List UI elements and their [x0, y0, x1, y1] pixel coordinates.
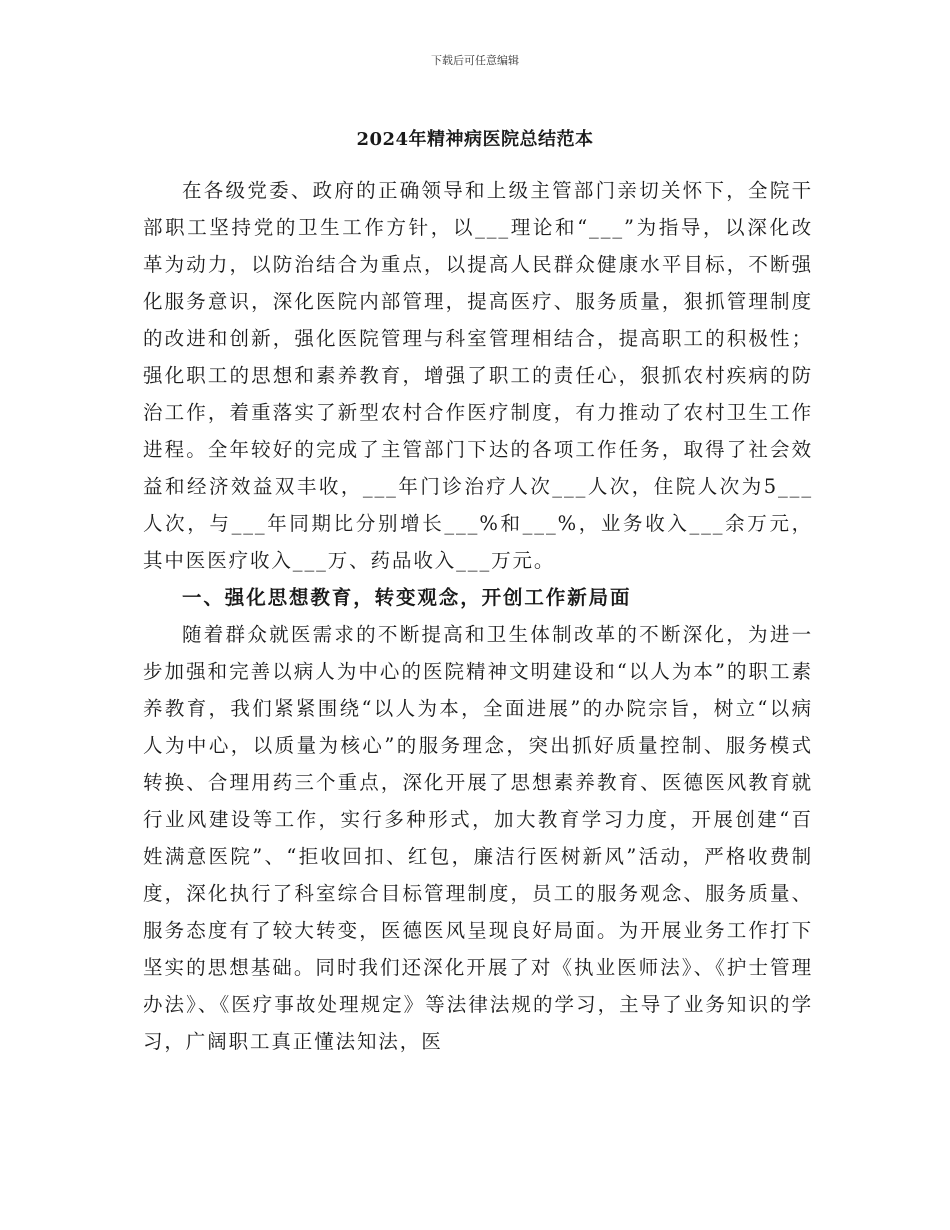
- section-paragraph: 随着群众就医需求的不断提高和卫生体制改革的不断深化，为进一步加强和完善以病人为中心的医院精神文明建设和“以人为本”的职工素养教育，我们紧紧围绕“以人为本，全面进展”的办院宗旨，树立“以病人为中心，以质量为核心”的服务理念，突出抓好质量控制、服务模式转换、合理用药三个重点，深化开展了思想素养教育、医德医风教育就行业风建设等工作，实行多种形式，加大教育学习力度，开展创建“百姓满意医院”、“拒收回扣、红包，廉洁行医树新风”活动，严格收费制度，深化执行了科室综合目标管理制度，员工的服务观念、服务质量、服务态度有了较大转变，医德医风呈现良好局面。为开展业务工作打下坚实的思想基础。同时我们还深化开展了对《执业医师法》、《护士管理办法》、《医疗事故处理规定》等法律法规的学习，主导了业务知识的学习，广阔职工真正懂法知法，医: [143, 623, 813, 1053]
- intro-paragraph: 在各级党委、政府的正确领导和上级主管部门亲切关怀下，全院干部职工坚持党的卫生工作方针，以___理论和“___”为指导，以深化改革为动力，以防治结合为重点，以提高人民群众健康水平目标，不断强化服务意识，深化医院内部管理，提高医疗、服务质量，狠抓管理制度的改进和创新，强化医院管理与科室管理相结合，提高职工的积极性；强化职工的思想和素养教育，增强了职工的责任心，狠抓农村疾病的防治工作，着重落实了新型农村合作医疗制度，有力推动了农村卫生工作进程。全年较好的完成了主管部门下达的各项工作任务，取得了社会效益和经济效益双丰收，___年门诊治疗人次___人次，住院人次为5___人次，与___年同期比分别增长___%和___%，业务收入___余万元，其中医医疗收入___万、药品收入___万元。: [143, 179, 813, 572]
- section-heading: 一、强化思想教育，转变观念，开创工作新局面: [182, 586, 632, 609]
- document-body: [143, 172, 813, 1060]
- document-title: 2024年精神病医院总结范本: [356, 129, 594, 150]
- header-note: 下载后可任意编辑: [431, 54, 519, 67]
